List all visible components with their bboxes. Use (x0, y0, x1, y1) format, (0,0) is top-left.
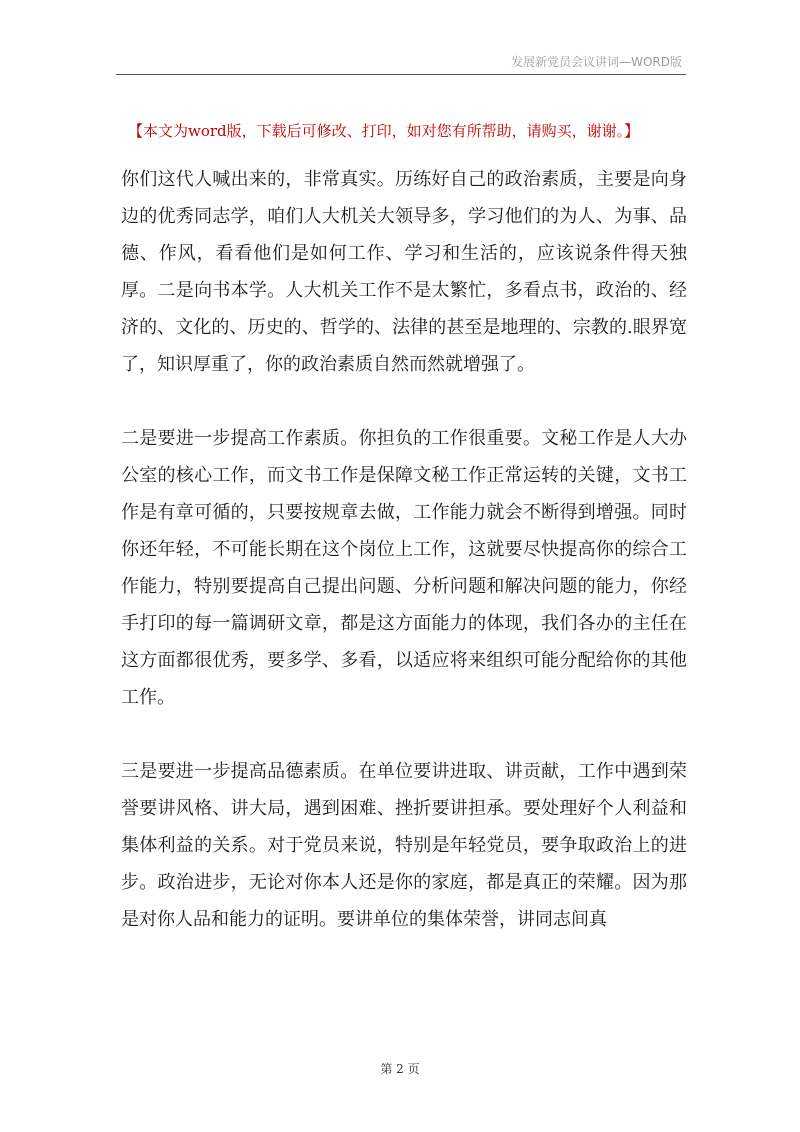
header-title: 发展新党员会议讲词—WORD版 (511, 55, 682, 69)
download-notice: 【本文为word版，下载后可修改、打印，如对您有所帮助，请购买，谢谢。】 (128, 122, 640, 140)
paragraph-2: 二是要进一步提高工作素质。你担负的工作很重要。文秘工作是人大办公室的核心工作，而文书工作是保障文秘工作正常运转的关键，文书工作是有章可循的，只要按规章去做，工作能力就会不断得到增强。同时你还年轻，不可能长期在这个岗位上工作，这就要尽快提高你的综合工作能力，特别要提高自己提出问题、分析问题和解决问题的能力，你经手打印的每一篇调研文章，都是这方面能力的体现，我们各办的主任在这方面都很优秀，要多学、多看，以适应将来组织可能分配给你的其他工作。 (121, 428, 687, 708)
paragraph-1: 你们这代人喊出来的，非常真实。历练好自己的政治素质，主要是向身边的优秀同志学，咱们人大机关大领导多，学习他们的为人、为事、品德、作风，看看他们是如何工作、学习和生活的，应该说条件得天独厚。二是向书本学。人大机关工作不是太繁忙，多看点书，政治的、经济的、文化的、历史的、哲学的、法律的甚至是地理的、宗教的.眼界宽了，知识厚重了，你的政治素质自然而然就增强了。 (121, 169, 687, 375)
page-number: 第 2 页 (380, 1062, 420, 1076)
paragraph-3: 三是要进一步提高品德素质。在单位要讲进取、讲贡献，工作中遇到荣誉要讲风格、讲大局，遇到困难、挫折要讲担承。要处理好个人利益和集体利益的关系。对于党员来说，特别是年轻党员，要争取政治上的进步。政治进步，无论对你本人还是你的家庭，都是真正的荣耀。因为那是对你人品和能力的证明。要讲单位的集体荣誉，讲同志间真 (121, 761, 687, 930)
header-divider (116, 74, 686, 75)
document-body (121, 161, 687, 938)
